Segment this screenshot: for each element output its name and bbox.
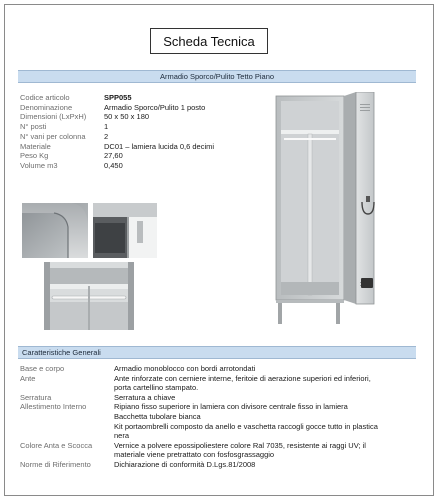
general-line: Dichiarazione di conformità D.Lgs.81/2008: [114, 459, 256, 469]
spec-row-places: [20, 122, 214, 132]
general-label: Serratura: [20, 392, 52, 402]
general-row-norms: [20, 460, 414, 470]
general-line: Ante rinforzate con cerniere interne, feritoie di aerazione superiori ed inferiori,: [114, 373, 371, 383]
general-value: [114, 402, 414, 440]
general-label: Norme di Riferimento: [20, 459, 91, 469]
general-line: materiale viene pretrattato con fosfosgrassaggio: [114, 450, 275, 460]
spec-row-weight: [20, 151, 214, 161]
spec-row-name: [20, 103, 214, 113]
general-row-doors: [20, 374, 414, 393]
general-row-lock: [20, 393, 414, 403]
spec-label: N° vani per colonna: [20, 131, 86, 141]
spec-row-volume: [20, 161, 214, 171]
page-title: Scheda Tecnica: [150, 28, 268, 54]
spec-label: Materiale: [20, 141, 51, 151]
spec-value: 27,60: [104, 151, 123, 161]
spec-row-compartments: [20, 132, 214, 142]
product-band: Armadio Sporco/Pulito Tetto Piano: [18, 70, 416, 83]
spec-label: Peso Kg: [20, 151, 49, 161]
spec-label: N° posti: [20, 122, 47, 132]
general-label: Allestimento Interno: [20, 402, 87, 412]
general-line: Armadio monoblocco con bordi arrotondati: [114, 364, 256, 373]
general-row-base: [20, 364, 414, 374]
general-value: [114, 441, 414, 460]
general-value: [114, 460, 414, 470]
spec-value: 50 x 50 x 180: [104, 112, 150, 122]
general-row-color: [20, 441, 414, 460]
general-line: Bacchetta tubolare bianca: [114, 411, 201, 421]
general-table: [20, 364, 414, 470]
general-value: [114, 393, 414, 403]
spec-row-material: [20, 142, 214, 152]
spec-row-dimensions: [20, 112, 214, 122]
detail-photo-hinge: [93, 203, 157, 258]
spec-value: SPP055: [104, 93, 132, 102]
general-line: Serratura a chiave: [114, 392, 176, 402]
detail-photo-corner: [22, 203, 88, 258]
spec-label: Denominazione: [20, 102, 73, 112]
spec-value: DC01 – lamiera lucida 0,6 decimi: [104, 141, 215, 151]
general-line: nera: [114, 431, 130, 441]
detail-photo-shelf: [44, 262, 134, 330]
spec-value: 0,450: [104, 160, 123, 170]
general-line: Ripiano fisso superiore in lamiera con divisore centrale fisso in lamiera: [114, 402, 348, 412]
general-line: porta cartellino stampato.: [114, 383, 199, 393]
spec-label: Codice articolo: [20, 93, 70, 102]
spec-row-code: [20, 93, 214, 103]
spec-value: 1: [104, 122, 109, 132]
spec-table: [20, 93, 214, 171]
general-row-interior: [20, 402, 414, 440]
general-value: [114, 364, 414, 374]
general-label: Colore Anta e Scocca: [20, 440, 93, 450]
spec-label: Volume m3: [20, 160, 58, 170]
spec-label: Dimensioni (LxPxH): [20, 112, 87, 122]
spec-value: 2: [104, 131, 109, 141]
locker-photo: [270, 92, 380, 328]
general-band: Caratteristiche Generali: [18, 346, 416, 359]
general-label: Ante: [20, 373, 36, 383]
general-line: Vernice a polvere epossipoliestere colore Ral 7035, resistente ai raggi UV; il: [114, 440, 366, 450]
spec-value: Armadio Sporco/Pulito 1 posto: [104, 102, 206, 112]
general-label: Base e corpo: [20, 364, 65, 373]
general-value: [114, 374, 414, 393]
general-line: Kit portaombrelli composto da anello e vaschetta raccogli gocce tutto in plastica: [114, 421, 378, 431]
